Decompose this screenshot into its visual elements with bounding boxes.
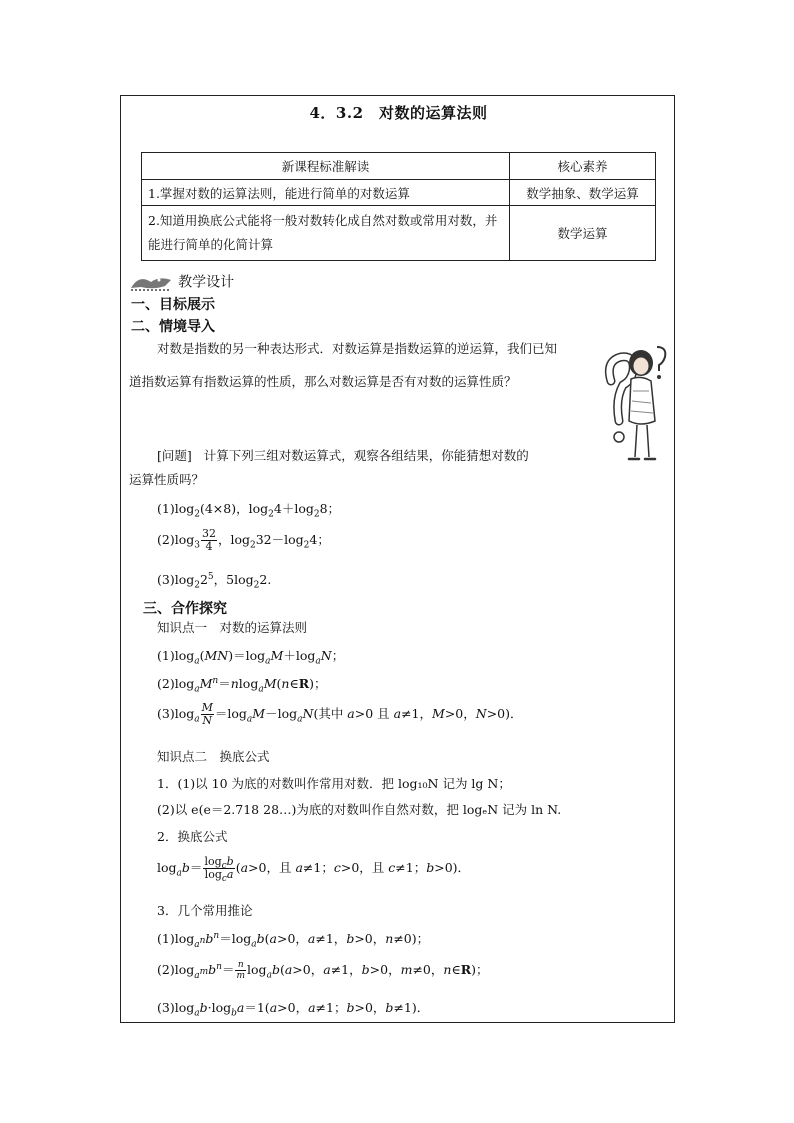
design-heading bbox=[129, 271, 234, 292]
table-header: 新课程标准解读 bbox=[142, 153, 510, 180]
change-of-base-formula: $\log_ab=$ $\frac{\log_cb}{\log_ca}$ (a>0，且 a≠1；c>0，且 c≠1；b>0)． bbox=[157, 855, 471, 885]
page-frame bbox=[120, 95, 675, 1023]
table-cell: 数学运算 bbox=[510, 206, 656, 261]
rule-3: $(3)\log_a$ $\frac{M}{N}$ $=\log_aM-\log_aN$(其中 a>0 且 a≠1，M>0，N>0)． bbox=[157, 701, 523, 727]
table-cell: 2.知道用换底公式能将一般对数转化成自然对数或常用对数，并能进行简单的化简计算 bbox=[142, 206, 510, 261]
kp2-item-3: 3．几个常用推论 bbox=[157, 903, 253, 918]
problem-2: $(2)\log_3$ $\frac{32}{4}$ ，$\log_232-\log_24$； bbox=[157, 527, 330, 553]
question-label: [问题] bbox=[157, 448, 192, 463]
design-heading-text: 教学设计 bbox=[178, 274, 235, 291]
corollary-2: $(2)\log_{a^m}b^n=$ $\frac{n}{m}$ $\log_ab(a>0$，a≠1，b>0，m≠0，n∈R)； bbox=[157, 960, 489, 981]
section-goal: 一、目标展示 bbox=[131, 297, 215, 313]
rule-1: $(1)\log_a(MN)=\log_aM+\log_aN$； bbox=[157, 648, 345, 667]
table-cell: 数学抽象、数学运算 bbox=[510, 180, 656, 206]
table-cell: 1.掌握对数的运算法则，能进行简单的对数运算 bbox=[142, 180, 510, 206]
kp2-line-2: (2)以 e(e＝2.718 28…)为底的对数叫作自然对数，把 logₑN 记为 ln N. bbox=[157, 802, 562, 817]
girl-question-illustration bbox=[601, 341, 673, 467]
page-title: 4．3.2 对数的运算法则 bbox=[309, 104, 488, 122]
problem-1: $(1)\log_2(4\times 8)$，$\log_24+\log_28$； bbox=[157, 501, 341, 520]
question-text-2: 运算性质吗？ bbox=[129, 472, 205, 487]
bird-decoration-icon bbox=[129, 272, 173, 292]
kp1-title: 知识点一 对数的运算法则 bbox=[157, 620, 308, 635]
section-intro: 二、情境导入 bbox=[131, 319, 215, 335]
corollary-3: $(3)\log_ab\cdot\log_ba=1(a>0$，a≠1；b>0，b≠1)． bbox=[157, 1000, 430, 1019]
kp2-line-1: 1．(1)以 10 为底的对数叫作常用对数．把 log₁₀N 记为 lg N； bbox=[157, 776, 511, 791]
section-explore: 三、合作探究 bbox=[143, 601, 227, 617]
intro-paragraph: 对数是指数的另一种表达形式．对数运算是指数运算的逆运算，我们已知道指数运算有指数运算的性质，那么对数运算是否有对数的运算性质？ bbox=[129, 341, 558, 389]
corollary-1: $(1)\log_{a^n}b^n=\log_ab(a>0$，a≠1，b>0，n≠0)； bbox=[157, 930, 430, 950]
question-line bbox=[157, 446, 529, 464]
table-header: 核心素养 bbox=[510, 153, 656, 180]
kp2-item-2: 2．换底公式 bbox=[157, 829, 228, 844]
rule-2: $(2)\log_aM^n=nlog_aM(n\in R)$； bbox=[157, 675, 327, 695]
kp2-title: 知识点二 换底公式 bbox=[157, 749, 270, 764]
problem-3: $(3)\log_22^5$，$5\log_22$. bbox=[157, 571, 272, 591]
question-text: 计算下列三组对数运算式，观察各组结果，你能猜想对数的 bbox=[203, 448, 529, 463]
standards-table bbox=[141, 152, 656, 261]
